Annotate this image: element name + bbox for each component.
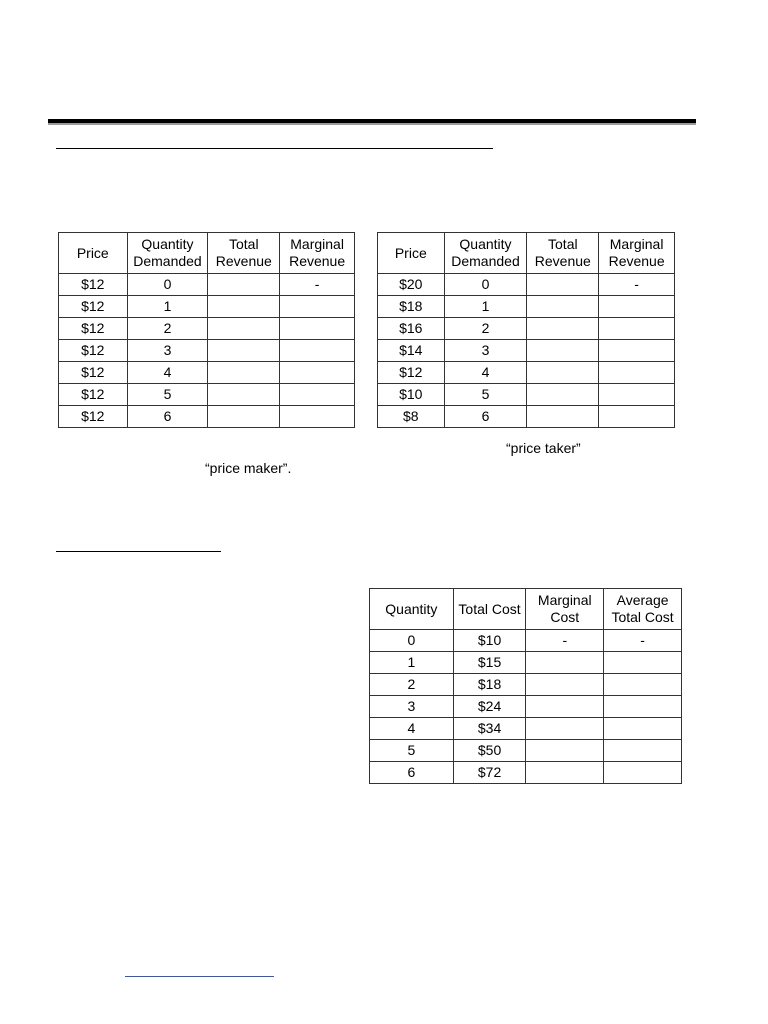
column-header: Quantity Demanded — [127, 233, 208, 274]
table-cell: 4 — [444, 362, 527, 384]
table-cell: $12 — [378, 362, 445, 384]
table-row — [59, 318, 355, 340]
table-cell — [604, 696, 682, 718]
revenue-table-right — [377, 232, 675, 428]
table-cell: 2 — [370, 674, 454, 696]
table-row — [378, 362, 675, 384]
price-taker-note: “price taker” — [506, 440, 581, 456]
column-header: Total Cost — [453, 589, 526, 630]
table-cell — [280, 406, 355, 428]
table-cell: $10 — [378, 384, 445, 406]
column-header: Marginal Revenue — [599, 233, 675, 274]
table-cell: $34 — [453, 718, 526, 740]
table-cell — [599, 406, 675, 428]
table-cell — [599, 384, 675, 406]
link-underline[interactable] — [125, 976, 274, 977]
table-cell: 5 — [370, 740, 454, 762]
table-cell: 3 — [127, 340, 208, 362]
table-cell: 0 — [444, 274, 527, 296]
table-cell: $12 — [59, 296, 128, 318]
table-cell: $12 — [59, 406, 128, 428]
table-cell: 1 — [127, 296, 208, 318]
table-cell: $12 — [59, 340, 128, 362]
table-cell: 2 — [127, 318, 208, 340]
table-cell: 6 — [370, 762, 454, 784]
table-cell: 0 — [370, 630, 454, 652]
table-cell — [208, 296, 280, 318]
table-cell: 4 — [370, 718, 454, 740]
table-cell — [527, 274, 599, 296]
table-cell: - — [280, 274, 355, 296]
table-row — [370, 630, 682, 652]
table-cell: $8 — [378, 406, 445, 428]
table-cell: $18 — [453, 674, 526, 696]
table-row — [370, 740, 682, 762]
table-row — [59, 296, 355, 318]
table-cell — [208, 384, 280, 406]
table-cell: 0 — [127, 274, 208, 296]
table-cell: - — [599, 274, 675, 296]
table-cell — [208, 340, 280, 362]
table-cell — [208, 362, 280, 384]
table-cell — [280, 296, 355, 318]
table-cell — [280, 340, 355, 362]
table-cell — [208, 274, 280, 296]
table-cell: 2 — [444, 318, 527, 340]
table-row — [59, 406, 355, 428]
table-cell: $12 — [59, 274, 128, 296]
table-cell — [208, 318, 280, 340]
table-row — [370, 652, 682, 674]
table-row — [378, 274, 675, 296]
table-cell — [527, 384, 599, 406]
table-cell — [599, 340, 675, 362]
cost-table — [369, 588, 682, 784]
table-cell: $12 — [59, 318, 128, 340]
table-row — [370, 696, 682, 718]
price-maker-note: “price maker”. — [205, 460, 292, 476]
column-header: Total Revenue — [208, 233, 280, 274]
table-row — [59, 274, 355, 296]
column-header: Quantity — [370, 589, 454, 630]
table-cell — [526, 740, 604, 762]
table-cell: $72 — [453, 762, 526, 784]
table-cell — [208, 406, 280, 428]
section-underline-revenue — [56, 148, 493, 149]
table-row — [378, 406, 675, 428]
table-cell: $24 — [453, 696, 526, 718]
table-header-row — [378, 233, 675, 274]
section-underline-cost — [56, 551, 221, 552]
table-cell: 1 — [370, 652, 454, 674]
table-cell — [604, 652, 682, 674]
table-cell: 3 — [370, 696, 454, 718]
table-row — [378, 318, 675, 340]
table-cell: $15 — [453, 652, 526, 674]
column-header: Quantity Demanded — [444, 233, 527, 274]
table-cell — [604, 740, 682, 762]
table-cell: $18 — [378, 296, 445, 318]
table-cell: $50 — [453, 740, 526, 762]
table-cell — [604, 674, 682, 696]
table-header-row — [59, 233, 355, 274]
table-cell — [599, 362, 675, 384]
header-rule — [48, 119, 696, 123]
table-cell — [526, 674, 604, 696]
table-cell — [604, 762, 682, 784]
revenue-table-left — [58, 232, 355, 428]
column-header: Total Revenue — [527, 233, 599, 274]
table-cell: 5 — [444, 384, 527, 406]
table-row — [59, 362, 355, 384]
column-header: Price — [59, 233, 128, 274]
table-cell: 4 — [127, 362, 208, 384]
table-row — [370, 762, 682, 784]
table-cell: $14 — [378, 340, 445, 362]
table-cell — [527, 340, 599, 362]
table-row — [59, 384, 355, 406]
table-cell: - — [526, 630, 604, 652]
table-header-row — [370, 589, 682, 630]
table-cell: $12 — [59, 362, 128, 384]
table-cell — [527, 362, 599, 384]
table-cell — [604, 718, 682, 740]
table-row — [378, 384, 675, 406]
table-cell: $12 — [59, 384, 128, 406]
table-cell: 6 — [444, 406, 527, 428]
table-cell — [280, 362, 355, 384]
table-cell: $20 — [378, 274, 445, 296]
table-row — [378, 296, 675, 318]
table-row — [370, 718, 682, 740]
table-cell: 5 — [127, 384, 208, 406]
table-cell: 1 — [444, 296, 527, 318]
table-row — [370, 674, 682, 696]
column-header: Price — [378, 233, 445, 274]
table-cell — [527, 296, 599, 318]
column-header: Average Total Cost — [604, 589, 682, 630]
table-cell: 6 — [127, 406, 208, 428]
table-cell — [526, 762, 604, 784]
table-cell — [599, 296, 675, 318]
table-cell — [527, 406, 599, 428]
table-cell — [526, 718, 604, 740]
table-cell — [599, 318, 675, 340]
table-cell — [280, 384, 355, 406]
table-cell — [526, 696, 604, 718]
table-row — [59, 340, 355, 362]
column-header: Marginal Revenue — [280, 233, 355, 274]
table-cell: 3 — [444, 340, 527, 362]
column-header: Marginal Cost — [526, 589, 604, 630]
table-row — [378, 340, 675, 362]
table-cell: $16 — [378, 318, 445, 340]
table-cell: - — [604, 630, 682, 652]
table-cell: $10 — [453, 630, 526, 652]
table-cell — [526, 652, 604, 674]
table-cell — [527, 318, 599, 340]
table-cell — [280, 318, 355, 340]
